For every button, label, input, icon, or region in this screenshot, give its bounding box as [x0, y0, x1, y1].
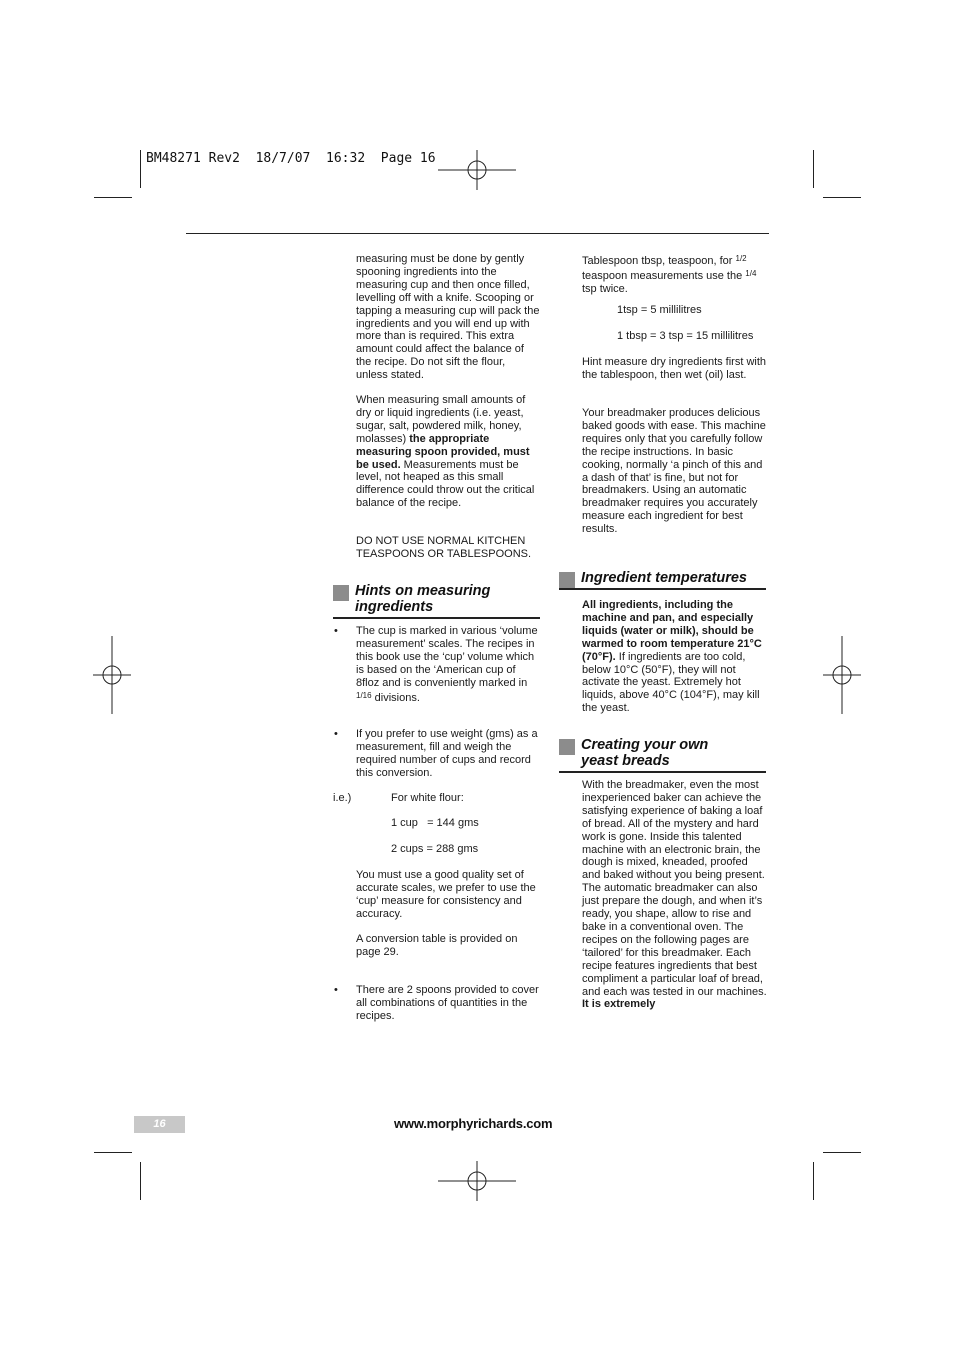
- heading-temperatures: [559, 572, 766, 592]
- bullet-icon: •: [334, 984, 338, 996]
- crop-mark-icon: [813, 150, 814, 188]
- measuring-paragraph: measuring must be done by gently spooning ingredients into the measuring cup and then once filled, levelling off with a knife. Scooping or tapping a measuring cup will pack the ingredients and you will end up with more than is required. This extra amount could affect the balance of the recipe. Do not sift the flour, unless stated.: [356, 253, 540, 382]
- warning-text: DO NOT USE NORMAL KITCHEN TEASPOONS OR TABLESPOONS.: [356, 535, 532, 560]
- heading-underline: [559, 771, 766, 773]
- cup-text: The cup is marked in various ‘volume measurement’ scales. The recipes in this book use the ‘cup’ volume which is based on the ‘American cup of 8floz and is conveniently marked in: [356, 625, 538, 689]
- heading-yeast-line1: Creating your own: [581, 737, 709, 753]
- fraction-text: 1/2: [735, 254, 747, 263]
- bullet-item-weight: [356, 728, 540, 780]
- registration-mark-icon: [438, 1161, 516, 1201]
- registration-mark-icon: [93, 636, 131, 714]
- tbsp-text-mid: teaspoon measurements use the: [582, 269, 746, 282]
- cup-text-end: divisions.: [371, 691, 420, 704]
- crop-mark-icon: [94, 197, 132, 198]
- bullet-item-cup: [356, 625, 540, 704]
- ie-text: For white flour:: [391, 792, 464, 804]
- tbsp-paragraph: [582, 253, 768, 296]
- left-intro-paragraph: [356, 253, 540, 382]
- heading-square-icon: [559, 572, 575, 588]
- crop-mark-icon: [823, 197, 861, 198]
- registration-mark-icon: [438, 150, 516, 190]
- temperature-text: If ingredients are too cold, below 10°C (50°F), they will not activate the yeast. Extremely hot liquids, above 40°C (104°F), may kill the yeast.: [582, 650, 760, 715]
- fraction-text: 1/4: [745, 268, 757, 278]
- equation-tbsp: 1 tbsp = 3 tsp = 15 millilitres: [617, 330, 754, 342]
- website-link[interactable]: www.morphyrichards.com: [394, 1116, 553, 1131]
- tbsp-text-end: tsp twice.: [582, 282, 628, 295]
- warning-paragraph: [356, 535, 540, 561]
- bullet-icon: •: [334, 625, 338, 637]
- heading-square-icon: [333, 585, 349, 601]
- heading-yeast-breads: [559, 739, 766, 773]
- bullet-item-spoons: [356, 984, 540, 1023]
- registration-mark-icon: [823, 636, 861, 714]
- crop-mark-icon: [813, 1162, 814, 1200]
- page-number: 16: [134, 1116, 185, 1133]
- conversion-text: A conversion table is provided on page 29.: [356, 933, 518, 958]
- temperature-paragraph: [582, 599, 768, 715]
- cup-conversion-2: 2 cups = 288 gms: [391, 843, 479, 855]
- heading-hints-line2: ingredients: [355, 599, 434, 615]
- fraction-text: 1/16: [356, 690, 372, 700]
- small-amounts-text: When measuring small amounts of dry or liquid ingredients (i.e. yeast, sugar, salt, powdered milk, honey, molasses): [356, 394, 526, 445]
- heading-temperatures-text: Ingredient temperatures: [581, 570, 747, 586]
- bullet-icon: •: [334, 728, 338, 740]
- heading-underline: [559, 588, 766, 590]
- tbsp-text: Tablespoon tbsp, teaspoon, for: [582, 255, 736, 267]
- heading-hints-line1: Hints on measuring: [355, 583, 491, 599]
- crop-mark-icon: [140, 150, 141, 188]
- crop-mark-icon: [94, 1152, 132, 1153]
- heading-underline: [333, 617, 540, 619]
- header-rule: [186, 233, 769, 234]
- scales-text: You must use a good quality set of accurate scales, we prefer to use the ‘cup’ measure for consistency and accuracy.: [356, 869, 536, 920]
- heading-hints: [333, 585, 540, 619]
- crop-mark-icon: [140, 1162, 141, 1200]
- yeast-text: With the breadmaker, even the most inexperienced baker can achieve the satisfying experience of baking a loaf of bread. All of the mystery and hard work is gone. Inside this talented machine with an electronic brain, the dough is mixed, kneaded, proofed and baked without you being present. The automatic breadmaker can also just prepare the dough, and when it’s ready, you shape, allow to rise and bake in a conventional oven. The recipes on the following pages are ‘tailored’ for this breadmaker. Each recipe features ingredients that best compliment a particular loaf of bread, and each was tested in our machines.: [582, 779, 767, 998]
- yeast-paragraph: [582, 779, 768, 1011]
- ie-label: i.e.): [333, 792, 352, 804]
- small-amounts-paragraph: [356, 394, 540, 510]
- small-amounts-text-end: Measurements must be level, not heaped as this small difference could throw out the critical balance of the recipe.: [356, 458, 535, 510]
- spoons-text: There are 2 spoons provided to cover all combinations of quantities in the recipes.: [356, 984, 539, 1022]
- hint-paragraph: [582, 356, 768, 382]
- temperature-bold: All ingredients, including the machine and pan, and especially liquids (water or milk), should be warmed to room temperature 21°C (70°F).: [582, 599, 762, 663]
- breadmaker-text: Your breadmaker produces delicious baked goods with ease. This machine requires only that you carefully follow the recipe instructions. In basic cooking, normally ‘a pinch of this and a dash of that’ is fine, but not for breadmakers. Using an automatic breadmaker requires you accurately measure each ingredient for best results.: [582, 407, 766, 536]
- cup-conversion-1: 1 cup = 144 gms: [391, 817, 479, 829]
- yeast-bold: It is extremely: [582, 998, 656, 1011]
- printer-slug: BM48271 Rev2 18/7/07 16:32 Page 16: [146, 151, 436, 166]
- heading-yeast-line2: yeast breads: [581, 753, 670, 769]
- hint-text: Hint measure dry ingredients first with the tablespoon, then wet (oil) last.: [582, 356, 767, 381]
- conversion-paragraph: [356, 933, 540, 959]
- breadmaker-paragraph: [582, 407, 768, 536]
- equation-tsp: 1tsp = 5 millilitres: [617, 304, 702, 316]
- scales-paragraph: [356, 869, 540, 921]
- weight-text: If you prefer to use weight (gms) as a measurement, fill and weigh the required number of cups and record this conversion.: [356, 728, 538, 779]
- small-amounts-bold: the appropriate measuring spoon provided, must be used.: [356, 432, 530, 471]
- crop-mark-icon: [823, 1152, 861, 1153]
- heading-square-icon: [559, 739, 575, 755]
